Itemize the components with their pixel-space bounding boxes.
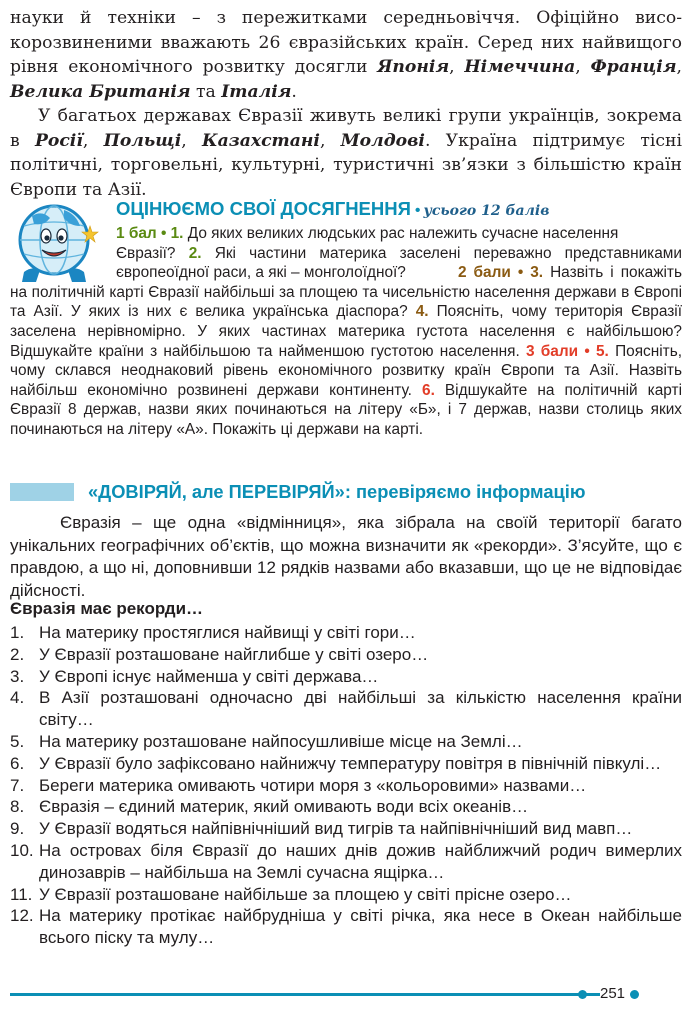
- record-item: [10, 884, 682, 906]
- record-number: 11.: [10, 884, 33, 904]
- achievements-total: усього 12 балів: [423, 203, 550, 219]
- record-number: 8.: [10, 797, 25, 817]
- record-text: В Азії розташовані одночасно дві найбільші за кількістю населення країни світу…: [39, 688, 682, 730]
- record-item: [10, 622, 682, 644]
- achievements-questions-rest: 2 бали • 3. Назвіть і покажіть на політичній карті Євразії найбільші за площею та чисельністю населення держави в Європі та Азії. У яких із них є велика українська діаспора? 4. Поясніть, чому територія Євразії заселена нерівномірно. У яких частинах материка густота населення є найбільшою? Відшукайте країни з найбільшою та найменшою густотою населення. 3 бали • 5. Поясніть, чому склався неоднаковий рівень економічного розвитку країн Європи та Азії. Назвіть найбільш економічно розвинені держави континенту. 6. Відшукайте на політичній карті Євразії 8 держав, назви яких починаються на літеру «Б», і 7 держав, назви столиць яких починаються на літеру «А». Покажіть ці держави на карті.: [10, 264, 683, 438]
- record-number: 2.: [10, 644, 25, 664]
- intro-paragraph-2: У багатьох державах Євразії живуть великі групи українців, зокрема в Росії, Польщі, Казахстані, Молдові. Україна підтримує тісні політичні, торговельні, культурні, туристичні зв’язки з більшістю країн Європи та Азії.: [10, 106, 682, 200]
- record-number: 4.: [10, 688, 25, 708]
- record-text: На материку протікає найбрудніша у світі річка, яка несе в Океан найбільше всього піску та мулу…: [39, 906, 682, 948]
- footer-rule: [10, 993, 600, 996]
- record-text: У Євразії розташоване найглибше у світі озеро…: [39, 644, 429, 664]
- intro-text: [10, 6, 682, 202]
- footer-dot-left: [578, 990, 587, 999]
- record-text: У Європі існує найменша у світі держава…: [39, 666, 379, 686]
- achievements-bullet: •: [414, 202, 421, 219]
- record-text: На островах біля Євразії до наших днів дожив найближчий родич вимерлих динозаврів – найбільша на Землі сучасна ящірка…: [39, 840, 682, 882]
- record-item: [10, 687, 682, 731]
- record-item: [10, 796, 682, 818]
- record-item: [10, 905, 682, 949]
- section-marker-bar: [10, 483, 74, 501]
- record-number: 3.: [10, 666, 25, 686]
- section-title: «ДОВІРЯЙ, але ПЕРЕВІРЯЙ»: перевіряємо інформацію: [88, 481, 586, 502]
- record-text: У Євразії водяться найпівнічніший вид тигрів та найпівнічніший вид мавп…: [39, 819, 633, 839]
- records-list-title: Євразія має рекорди…: [10, 599, 204, 618]
- record-number: 6.: [10, 753, 25, 773]
- questions-continued: Євразії? 2. Які частини материка заселені переважно представниками європеоїдної раси, а які – монголоїдної?: [116, 244, 682, 282]
- points-3: 3 бали • 5.: [526, 342, 609, 360]
- record-text: Євразія – єдиний материк, який омивають води всіх океанів…: [39, 797, 529, 817]
- achievements-heading: [116, 198, 686, 220]
- question-1-line: 1 бал • 1. До яких великих людських рас належить сучасне населення: [116, 225, 619, 242]
- record-text: На материку простяглися найвищі у світі гори…: [39, 623, 416, 642]
- records-list: [10, 622, 682, 949]
- points-1: 1 бал • 1.: [116, 225, 184, 242]
- record-text: У Євразії розташоване найбільше за площею у світі прісне озеро…: [39, 884, 572, 904]
- record-number: 9.: [10, 819, 25, 839]
- page-number: 251: [600, 985, 626, 1002]
- footer-dot-right: [630, 990, 639, 999]
- question-4-number: 4.: [415, 303, 429, 321]
- record-item: [10, 666, 682, 688]
- record-item: [10, 840, 682, 884]
- record-number: 7.: [10, 775, 25, 795]
- question-6-number: 6.: [422, 381, 435, 399]
- record-item: [10, 644, 682, 666]
- record-item: [10, 731, 682, 753]
- record-text: У Євразії було зафіксовано найнижчу температуру повітря в північній півкулі…: [39, 753, 662, 773]
- intro-paragraph-1: науки й техніки – з пережитками середньовіччя. Офіційно високорозвиненими вважають 26 євразійських країн. Серед них найвищого рівня економічного розвитку досягли Японія, Німеччина, Франція, Велика Британія та Італія.: [10, 8, 682, 102]
- record-number: 5.: [10, 731, 25, 751]
- record-number: 12.: [10, 906, 34, 926]
- record-text: На материку розташоване найпосушливіше місце на Землі…: [39, 731, 523, 751]
- record-item: [10, 818, 682, 840]
- record-text: Береги материка омивають чотири моря з «кольоровими» назвами…: [39, 775, 587, 795]
- question-2-number: 2.: [188, 244, 202, 262]
- record-item: [10, 753, 682, 775]
- points-2: 2 бали • 3.: [458, 264, 544, 282]
- section-intro: Євразія – ще одна «відмінниця», яка зібрала на своїй території багато унікальних географічних об’єктів, що можна визначити як «рекорди». З’ясуйте, що є правдою, а що ні, доповнивши 12 рядків назвами або вказавши, що це не відповідає дійсності.: [10, 513, 682, 601]
- record-item: [10, 775, 682, 797]
- record-number: 10.: [10, 840, 34, 860]
- record-number: 1.: [10, 623, 25, 642]
- achievements-title: ОЦІНЮЄМО СВОЇ ДОСЯГНЕННЯ: [116, 198, 411, 219]
